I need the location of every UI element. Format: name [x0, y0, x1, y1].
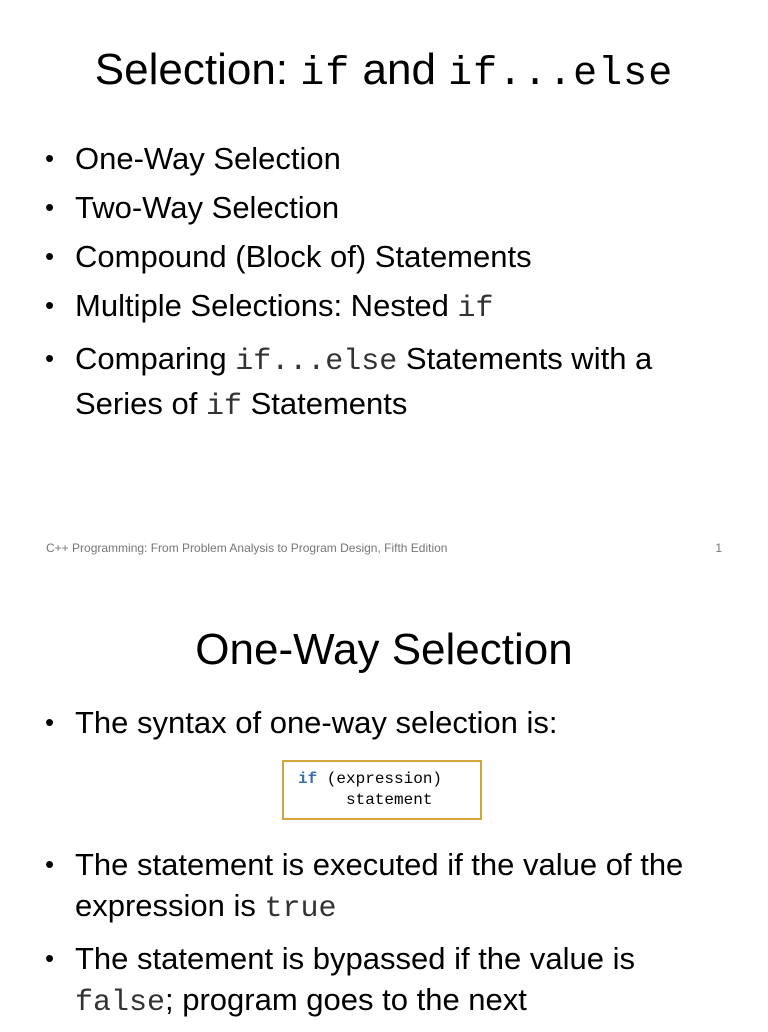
code-line-2: statement — [346, 791, 433, 809]
bullet-text: The statement is executed if the value of the expression is — [75, 847, 684, 923]
bullet-text: One-Way Selection — [75, 141, 341, 176]
code-expression: (expression) — [317, 770, 443, 788]
title-and: and — [350, 45, 449, 94]
title-code-if-else: if...else — [448, 52, 674, 97]
footer-text: C++ Programming: From Problem Analysis to Program Design, Fifth Edition — [46, 541, 448, 555]
bullet-compound — [45, 236, 735, 277]
bullet-one-way — [45, 138, 735, 179]
bullet-code: if...else — [235, 345, 398, 379]
bullet-text: Multiple Selections: Nested — [75, 288, 458, 323]
bullet-text: The syntax of one-way selection is: — [75, 705, 558, 740]
slide-2-title: One-Way Selection — [195, 625, 573, 674]
bullet-two-way — [45, 187, 735, 228]
bullet-text: Two-Way Selection — [75, 190, 340, 225]
title-code-if: if — [300, 52, 351, 97]
slide-2 — [0, 580, 768, 1024]
syntax-code-box — [282, 760, 482, 820]
bullet-multiple-selections — [45, 285, 735, 330]
bullet-code: true — [264, 892, 337, 926]
bullet-text: Statements — [241, 386, 408, 421]
bullet-code: false — [75, 986, 166, 1020]
bullet-text: ; program goes to the next — [165, 982, 527, 1017]
code-keyword: if — [298, 770, 318, 788]
bullet-syntax — [45, 702, 735, 743]
slide-2-bullet-list-bottom — [45, 844, 735, 1032]
slide-1-bullet-list — [45, 138, 735, 436]
bullet-executed — [45, 844, 735, 930]
bullet-text: The statement is bypassed if the value is — [75, 941, 636, 976]
page-number: 1 — [715, 541, 722, 555]
slide-footer — [46, 541, 722, 555]
slide-2-bullet-list-top — [45, 702, 735, 743]
bullet-text: Compound (Block of) Statements — [75, 239, 532, 274]
bullet-text: Statements with a Series of — [75, 341, 653, 421]
bullet-comparing — [45, 338, 735, 428]
title-text: Selection: — [94, 45, 301, 94]
bullet-text: Comparing — [75, 341, 236, 376]
bullet-code: if — [205, 390, 242, 424]
slide-1-title — [0, 44, 768, 101]
bullet-bypassed — [45, 938, 735, 1024]
bullet-code: if — [457, 292, 494, 326]
code-line-1 — [298, 769, 480, 790]
